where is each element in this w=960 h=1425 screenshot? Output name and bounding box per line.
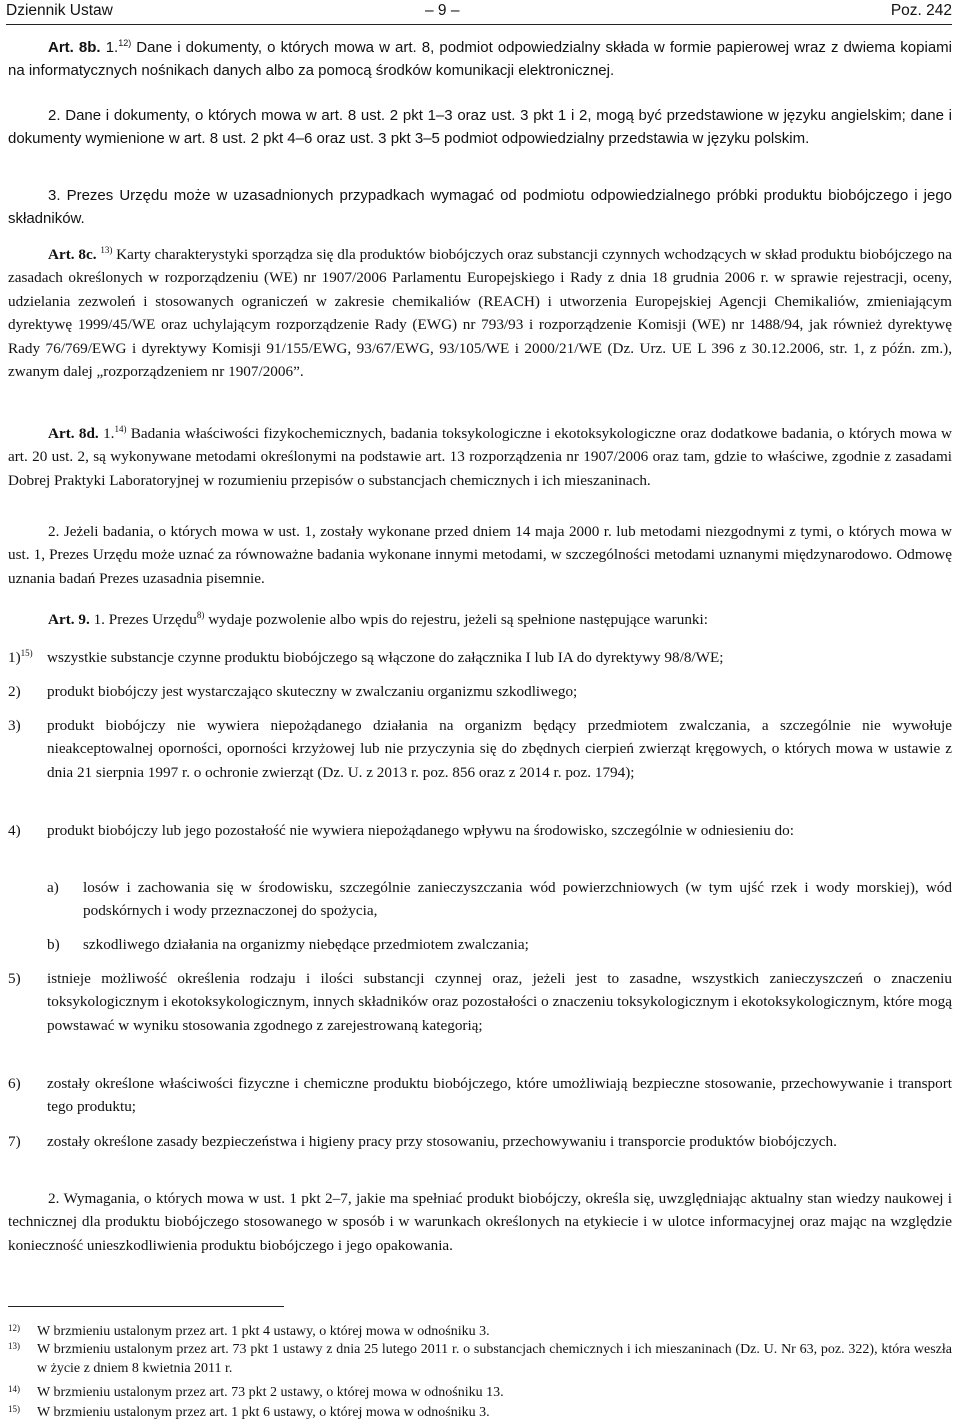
art8b-p1-num: 1.: [105, 39, 119, 56]
art8d-p1-num: 1.: [103, 425, 115, 442]
art9-label: Art. 9.: [48, 611, 90, 628]
item-text: zostały określone zasady bezpieczeństwa i higieny pracy przy stosowaniu, przechowywaniu i transporcie produktów biobójczych.: [47, 1133, 837, 1150]
page-number: – 9 –: [425, 2, 460, 19]
footnote-ref: 8): [196, 610, 205, 620]
footnote-number: 13): [8, 1341, 20, 1351]
footnote-text: W brzmieniu ustalonym przez art. 1 pkt 4 ustawy, o której mowa w odnośniku 3.: [37, 1324, 490, 1339]
position-number: Poz. 242: [890, 2, 952, 19]
footnote-text: W brzmieniu ustalonym przez art. 1 pkt 6 ustawy, o której mowa w odnośniku 3.: [37, 1405, 490, 1420]
art9-para2: 2. Wymagania, o których mowa w ust. 1 pkt 2–7, jakie ma spełniać produkt biobójczy, określa się, uwzględniając aktualny stan wiedzy naukowej i technicznej dla produktu biobójczego stosowanego w sposób i w warunkach określonych na etykiecie i w ulotce informacyjnej oraz mając na względzie konieczność unieszkodliwienia produktu biobójczego i jego opakowania.: [8, 1190, 952, 1254]
art8c-text: Karty charakterystyki sporządza się dla produktów biobójczych oraz substancji czynnych wchodzących w skład produktu biobójczego na zasadach określonych w rozporządzeniu (WE) nr 1907/2006 Parlamentu Europejskiego i Rady z dnia 18 grudnia 2006 r. w sprawie rejestracji, oceny, udzielania zezwoleń i stosowanych ograniczeń w zakresie chemikaliów (REACH) i utworzenia Europejskiej Agencji Chemikaliów, zmieniającym dyrektywę 1999/45/WE oraz uchylającym rozporządzenie Rady (EWG) nr 793/93 i rozporządzenie Komisji (WE) nr 1488/94, jak również dyrektywę Rady 76/769/EWG i dyrektywy Komisji 91/155/EWG, 93/67/EWG, 93/105/WE i 2000/21/WE (Dz. Urz. UE L 396 z 30.12.2006, str. 1, z późn. zm.), zwanym dalej „rozporządzeniem nr 1907/2006”.: [8, 246, 952, 381]
item-text: produkt biobójczy lub jego pozostałość nie wywiera niepożądanego wpływu na środowisko, szczególnie w odniesieniu do:: [47, 822, 794, 839]
art8d-p1-text: Badania właściwości fizykochemicznych, badania toksykologiczne i ekotoksykologiczne oraz dodatkowe badania, o których mowa w art. 20 ust. 2, są wykonywane metodami określonymi na podstawie art. 13 rozporządzenia nr 1907/2006 oraz tam, gdzie to właściwe, zgodnie z zasadami Dobrej Praktyki Laboratoryjnej w rozumieniu przepisów o substancjach chemicznych i ich mieszaninach.: [8, 425, 952, 489]
page-header: [0, 0, 960, 24]
art8c-para: [8, 243, 952, 383]
item-number: 7): [8, 1133, 21, 1150]
footnote-ref: 13): [100, 245, 113, 255]
art9-p1-pre: 1. Prezes Urzędu: [89, 611, 197, 628]
item-text: wszystkie substancje czynne produktu biobójczego są włączone do załącznika I lub IA do dyrektywy 98/8/WE;: [47, 649, 724, 666]
item-num: 1): [8, 649, 21, 666]
footnote-number: 12): [8, 1323, 20, 1333]
item-text: produkt biobójczy nie wywiera niepożądanego działania na organizm będący przedmiotem zwalczania, a szczególnie nie wywołuje nieakceptowalnej oporności, oporności krzyżowej lub nie przyczynia się do zbędnych cierpień zwierząt kręgowych, o których mowa w ustawie z dnia 21 sierpnia 1997 r. o ochronie zwierząt (Dz. U. z 2013 r. poz. 856 oraz z 2014 r. poz. 1794);: [47, 717, 952, 781]
art9-p1-text: wydaje pozwolenie albo wpis do rejestru, jeżeli są spełnione następujące warunki:: [204, 611, 708, 628]
art8d-para1: [8, 422, 952, 492]
art8b-label: Art. 8b.: [48, 39, 101, 56]
art8b-para2: 2. Dane i dokumenty, o których mowa w art. 8 ust. 2 pkt 1–3 oraz ust. 3 pkt 1 i 2, mogą być przedstawione w języku angielskim; dane i dokumenty wymienione w art. 8 ust. 2 pkt 4–6 oraz ust. 3 pkt 3–5 podmiot odpowiedzialny przedstawia w języku polskim.: [8, 107, 952, 148]
footnote-ref: 12): [118, 38, 132, 48]
item-number: [8, 646, 33, 669]
art8b-para1: [8, 36, 952, 83]
art8c-label: Art. 8c.: [48, 246, 97, 263]
sub-item-number: b): [47, 936, 60, 953]
item-number: 6): [8, 1075, 21, 1092]
sub-item-text: losów i zachowania się w środowisku, szczególnie zanieczyszczania wód powierzchniowych (w tym ujść rzek i wody morskiej), wód podskórnych i wody przeznaczonej do spożycia,: [83, 879, 952, 920]
sub-item-text: szkodliwego działania na organizmy niebędące przedmiotem zwalczania;: [83, 936, 529, 953]
footnote-number: 15): [8, 1404, 20, 1414]
header-rule: [6, 24, 952, 25]
item-number: 4): [8, 822, 21, 839]
footnote-ref: 15): [20, 648, 33, 658]
item-text: produkt biobójczy jest wystarczająco skuteczny w zwalczaniu organizmu szkodliwego;: [47, 683, 578, 700]
footnote-ref: 14): [114, 424, 127, 434]
art8d-para2: 2. Jeżeli badania, o których mowa w ust. 1, zostały wykonane przed dniem 14 maja 2000 r. lub metodami niezgodnymi z tymi, o których mowa w ust. 1, Prezes Urzędu może uznać za równoważne badania wykonane innymi metodami, w szczególności metodami uznanymi międzynarodowo. Odmowę uznania badań Prezes uzasadnia pisemnie.: [8, 523, 952, 587]
art8b-para3: 3. Prezes Urzędu może w uzasadnionych przypadkach wymagać od podmiotu odpowiedzialnego próbki produktu biobójczego i jego składników.: [8, 187, 952, 228]
item-text: istnieje możliwość określenia rodzaju i ilości substancji czynnej oraz, jeżeli jest to zasadne, wszystkich zanieczyszczeń o znaczeniu toksykologicznym i ekotoksykologicznym, innych składników oraz pozostałości o znaczeniu toksykologicznym i ekotoksykologicznym, które mogą powstawać w wyniku stosowania zgodnego z zarejestrowaną kategorią;: [47, 970, 952, 1034]
footnote-number: 14): [8, 1384, 20, 1394]
footnote-text: W brzmieniu ustalonym przez art. 73 pkt 1 ustawy z dnia 25 lutego 2011 r. o substancjach chemicznych i ich mieszaninach (Dz. U. Nr 63, poz. 322), która weszła w życie z dniem 8 kwietnia 2011 r.: [37, 1342, 952, 1376]
sub-item-number: a): [47, 879, 59, 896]
art8b-p1-text: Dane i dokumenty, o których mowa w art. 8, podmiot odpowiedzialny składa w formie papierowej wraz z dwiema kopiami na informatycznych nośnikach danych albo za pomocą środków komunikacji elektronicznej.: [8, 39, 952, 80]
art8d-label: Art. 8d.: [48, 425, 99, 442]
journal-title: Dziennik Ustaw: [6, 2, 113, 19]
footnote-separator: [8, 1306, 284, 1307]
footnote-text: W brzmieniu ustalonym przez art. 73 pkt 2 ustawy, o której mowa w odnośniku 13.: [37, 1385, 504, 1400]
item-number: 3): [8, 717, 21, 734]
art9-para1: [8, 608, 952, 631]
item-text: zostały określone właściwości fizyczne i chemiczne produktu biobójczego, które umożliwiają bezpieczne stosowanie, przechowywanie i transport tego produktu;: [47, 1075, 952, 1116]
item-number: 2): [8, 683, 21, 700]
item-number: 5): [8, 970, 21, 987]
